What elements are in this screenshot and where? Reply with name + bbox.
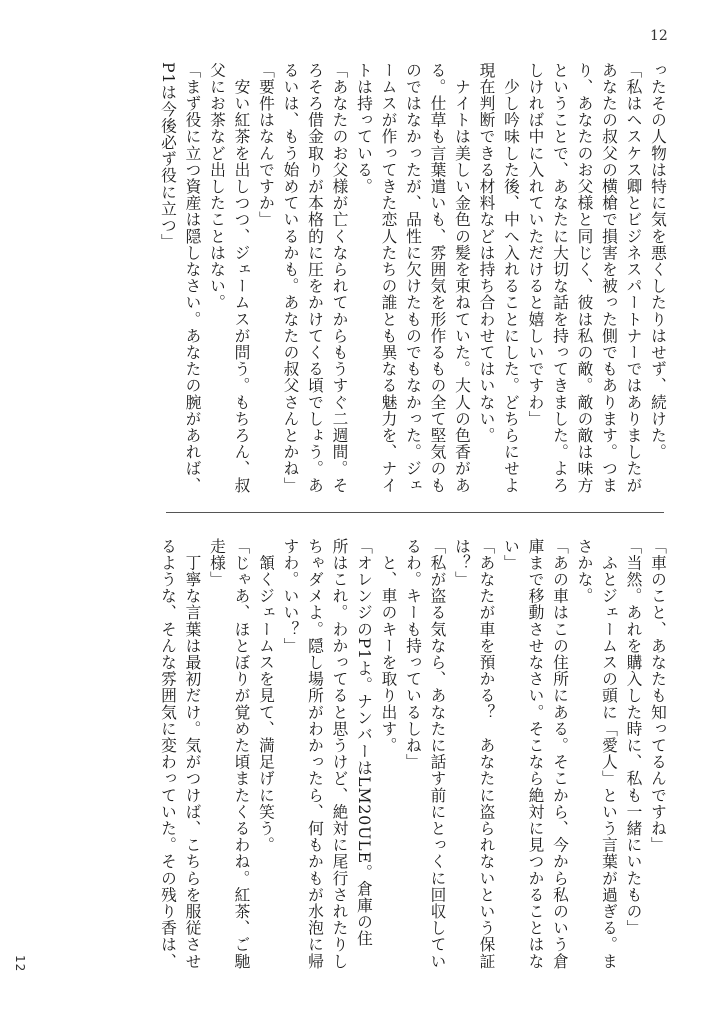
text-column: 「あなたのお父様が亡くなられてからもうすぐ二週間。そ [330,62,350,494]
lower-text-block [156,538,671,970]
text-column: 「あなたが車を預かる？ あなたに盗られないという保証 [477,538,497,970]
text-column: ということで、あなたに大切な話を持ってきました。よろ [551,62,570,494]
text-column: 庫まで移動させなさい。そこなら絶対に見つかることはな [526,538,546,970]
text-column: 「車のこと、あなたも知ってるんですね」 [649,538,668,854]
text-column: あなたの叔父の横槍で損害を被った側でもあります。つま [600,62,619,494]
text-column: P1は今後必ず役に立つ」 [159,62,178,251]
text-column: ナイトは美しい金色の髪を束ねていた。大人の色香があ [453,62,472,494]
text-column: のではなかったが、品性に欠けたものでもなかった。ジェ [404,62,423,494]
text-column: 頷くジェームスを見て、満足げに笑う。 [257,538,276,854]
text-column: 丁寧な言葉は最初だけ。気がつけば、こちらを服従させ [183,538,203,970]
text-column: 走様」 [208,538,227,588]
text-column: 「私が盗る気なら、あなたに話す前にとっくに回収してい [428,538,448,970]
text-column: 「私はヘスケス卿とビジネスパートナーではありましたが [624,62,644,494]
divider [166,512,664,513]
text-column: は？」 [453,538,472,588]
upper-text-block [156,62,671,494]
text-column: しければ中に入れていただけると嬉しいですわ」 [526,62,546,428]
text-column: ちゃダメよ。隠し場所がわかったら、何もかもが水泡に帰 [306,538,325,970]
text-column: る。仕草も言葉遣いも、雰囲気を形作るもの全て堅気のも [428,62,448,494]
text-column: ろそろ借金取りが本格的に圧をかけてくる頃でしょう。あ [306,62,325,494]
text-column: トは持っている。 [355,62,374,195]
text-column: 現在判断できる材料などは持ち合わせてはいない。 [477,62,497,444]
text-column: さかな。 [575,538,595,605]
text-column: 「あの車はこの住所にある。そこから、今から私のいう倉 [551,538,570,970]
page-number: 12 [650,28,668,44]
text-column: るいは、もう始めているかも。あなたの叔父さんとかね」 [281,62,301,494]
text-column: い」 [502,538,521,572]
text-column: 「まず役に立つ資産は隠しなさい。あなたの腕があれば、 [183,62,203,494]
text-column: 「要件はなんですか」 [257,62,276,228]
text-column: るわ。キーも持っているしね」 [404,538,423,771]
text-column: 父にお茶など出したことはない。 [208,62,227,311]
text-column: 「オレンジのP1よ。ナンバーはLM20ULE。倉庫の住 [355,538,374,947]
text-column: ったその人物は特に気を悪くしたりはせず、続けた。 [649,62,668,461]
text-column: 安い紅茶を出しつつ、ジェームスが問う。もちろん、叔 [232,62,252,494]
text-column: ふとジェームスの頭に「愛人」という言葉が過ぎる。ま [600,538,619,970]
text-column: 所はこれ。わかってると思うけど、絶対に尾行されたりし [330,538,350,970]
text-column: 少し吟味した後、中へ入れることにした。どちらにせよ [502,62,521,494]
text-column: 「じゃあ、ほとぼりが覚めた頃またくるわね。紅茶、ご馳 [232,538,252,970]
side-page-number: 12 [13,954,27,972]
text-column: 「当然。あれを購入した時に、私も一緒にいたもの」 [624,538,644,937]
text-column: ームスが作ってきた恋人たちの誰とも異なる魅力を、ナイ [379,62,399,494]
text-column: すわ。いい？」 [281,538,301,655]
text-column: り、あなたのお父様と同じく、彼は私の敵。敵の敵は味方 [575,62,595,494]
text-column: と、車のキーを取り出す。 [379,538,399,754]
text-column: るような、そんな雰囲気に変わっていた。その残り香は、 [159,538,178,970]
